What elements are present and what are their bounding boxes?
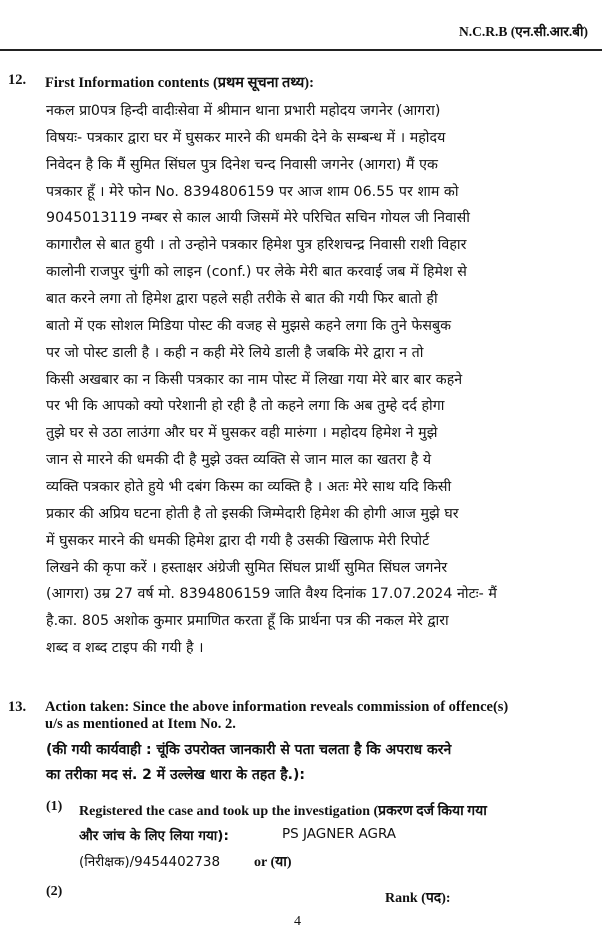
fir-text-line: बातो में एक सोशल मिडिया पोस्ट की वजह से मुझसे कहने लगा कि तुने फेसबुक (46, 317, 452, 334)
fir-text-line: व्यक्ति पत्रकार होते हुये भी दबंग किस्म का व्यक्ति है । अतः मेरे साथ यदि किसी (46, 478, 452, 495)
item-1-police-station: PS JAGNER AGRA (282, 826, 397, 842)
section-13-title-line1: Action taken: Since the above information reveals commission of offence(s) (45, 699, 509, 715)
fir-text-line: नकल प्रा0पत्र हिन्दी वादीःसेवा में श्रीमान थाना प्रभारी महोदय जगनेर (आगरा) (46, 103, 441, 119)
fir-text-line: बात करने लगा तो हिमेश द्वारा पहले सही तरीके से बात की गयी फिर बातो ही (46, 291, 438, 307)
item-1-line1: Registered the case and took up the investigation (प्रकरण दर्ज किया गया (79, 804, 487, 819)
section-13-hindi-line2: का तरीका मद सं. 2 में उल्लेख धारा के तहत है.): (46, 767, 305, 783)
fir-text-line: पर भी कि आपको क्यो परेशानी हो रही है तो कहने लगा कि अब तुम्हे दर्द होगा (46, 398, 445, 415)
fir-text-line: शब्द व शब्द टाइप की गयी है । (46, 640, 204, 656)
fir-text-line: प्रकार की अप्रिय घटना होती है तो इसकी जिम्मेदारी हिमेश की होगी आज मुझे घर (46, 505, 459, 522)
section-13-number: 13. (8, 699, 27, 715)
fir-text-line: कालोनी राजपुर चुंगी को लाइन (conf.) पर लेके मेरी बात करवाई जब में हिमेश से (46, 264, 467, 281)
section-12-title: First Information contents (प्रथम सूचना तथ्य): (45, 75, 314, 91)
rank-label: Rank (पद): (385, 891, 451, 906)
fir-text-line: है.का. 805 अशोक कुमार प्रमाणित करता हूँ कि प्रार्थना पत्र की नकल मेरे द्वारा (46, 613, 449, 630)
item-1-or-label: or (या) (254, 855, 292, 870)
fir-text-line: लिखने की कृपा करें । हस्ताक्षर अंग्रेजी सुमित सिंघल प्रार्थी सुमित सिंघल जगनेर (46, 559, 448, 576)
item-1-line2-label: और जांच के लिए लिया गया): (79, 828, 229, 844)
fir-text-line: में घुसकर मारने की धमकी हिमेश द्वारा दी गयी है उसकी खिलाफ मेरी रिपोर्ट (46, 532, 430, 549)
section-12-number: 12. (8, 72, 27, 88)
item-1-number: (1) (46, 799, 63, 814)
header-divider (0, 49, 602, 51)
fir-text-line: पत्रकार हूँ । मेरे फोन No. 8394806159 पर आज शाम 06.55 पर शाम को (46, 183, 459, 200)
fir-text-line: तुझे घर से उठा लाउंगा और घर में घुसकर वही मारुंगा । महोदय हिमेश ने मुझे (46, 425, 438, 442)
item-2-number: (2) (46, 884, 63, 899)
fir-text-line: पर जो पोस्ट डाली है । कही न कही मेरे लिये डाली है जबकि मेरे द्वारा न तो (46, 344, 424, 361)
fir-text-line: कागारौल से बात हुयी । तो उन्होने पत्रकार हिमेश पुत्र हरिशचन्द्र निवासी राशी विहार (46, 237, 467, 254)
section-13-title-line2: u/s as mentioned at Item No. 2. (45, 716, 236, 732)
fir-text-line: निवेदन है कि मैं सुमित सिंघल पुत्र दिनेश चन्द निवासी जगनेर (आगरा) मैं एक (46, 156, 438, 173)
fir-text-line: किसी अखबार का न किसी पत्रकार का नाम पोस्ट में लिखा गया मेरे बार बार कहने (46, 371, 463, 388)
fir-text-line: विषयः- पत्रकार द्वारा घर में घुसकर मारने की धमकी देने के सम्बन्ध में । महोदय (46, 129, 446, 146)
fir-text-line: जान से मारने की धमकी दी है मुझे उक्त व्यक्ति से जान माल का खतरा है ये (46, 452, 432, 469)
form-code: N.C.R.B (एन.सी.आर.बी) (459, 24, 588, 39)
section-13-hindi-line1: (की गयी कार्यवाही : चूंकि उपरोक्त जानकारी से पता चलता है कि अपराध करने (46, 742, 452, 758)
fir-text-line: (आगरा) उम्र 27 वर्ष मो. 8394806159 जाति वैश्य दिनांक 17.07.2024 नोटः- मैं (46, 586, 497, 603)
page-number: 4 (294, 914, 301, 929)
item-1-inspector-phone: (निरीक्षक)/9454402738 (79, 854, 221, 870)
fir-text-line: 9045013119 नम्बर से काल आयी जिसमें मेरे परिचित सचिन गोयल जी निवासी (46, 210, 471, 227)
